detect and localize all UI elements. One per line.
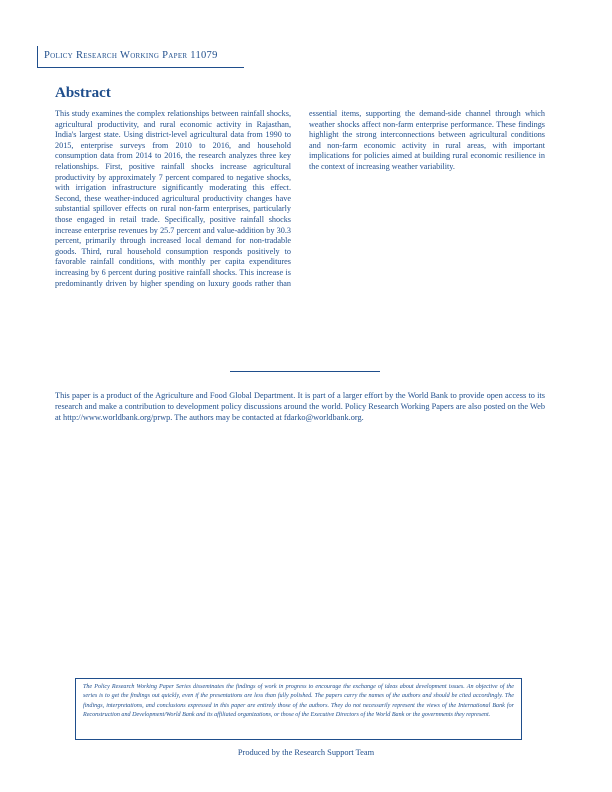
product-note: This paper is a product of the Agriculture and Food Global Department. It is part of a larger effort by the World Bank to provide open access to its research and make a contribution to development policy discussions around the world. Policy Research Working Papers are also posted on the Web at http://www.worldbank.org/prwp. The authors may be contacted at fdarko@worldbank.org. xyxy=(55,391,545,422)
section-divider xyxy=(230,371,380,372)
series-header xyxy=(37,46,244,68)
series-title: Policy Research Working Paper 11079 xyxy=(44,50,218,61)
disclaimer-box xyxy=(75,678,522,740)
abstract-body xyxy=(55,109,545,294)
abstract-text: This study examines the complex relationships between rainfall shocks, agricultural productivity, and rural economic activity in Rajasthan, India's largest state. Using district-level agricultural data from 1990 to 2015, enterprise surveys from 2010 to 2016, and household consumption data from 2014 to 2016, the research analyzes three key relationships. First, positive rainfall shocks increase agricultural productivity by approximately 7 percent compared to negative shocks, with irrigation infrastructure significantly moderating this effect. Second, these weather-induced agricultural productivity changes have substantial spillover effects on rural non-farm enterprises, particularly those engaged in retail trade. Specifically, positive rainfall shocks increase enterprise revenues by 25.7 percent and value-addition by 30.3 percent, primarily through increased local demand for non-tradable goods. Third, rural household consumption responds positively to favorable rainfall conditions, with monthly per capita expenditures increasing by 6 percent during positive rainfall shocks. This increase is predominantly driven by higher spending on luxury goods rather than essential items, supporting the demand-side channel through which weather shocks affect non-farm enterprise performance. These findings highlight the strong interconnections between agricultural conditions and non-farm economic activity in rural areas, with important implications for policies aimed at building rural economic resilience in the context of increasing weather variability. xyxy=(55,109,545,288)
disclaimer-text: The Policy Research Working Paper Series disseminates the findings of work in progress to encourage the exchange of ideas about development issues. An objective of the series is to get the findings out quickly, even if the presentations are less than fully polished. The papers carry the names of the authors and should be cited accordingly. The findings, interpretations, and conclusions expressed in this paper are entirely those of the authors. They do not necessarily represent the views of the International Bank for Reconstruction and Development/World Bank and its affiliated organizations, or those of the Executive Directors of the World Bank or the governments they represent. xyxy=(83,684,514,719)
abstract-heading: Abstract xyxy=(55,85,111,101)
footer-credit: Produced by the Research Support Team xyxy=(237,748,375,757)
